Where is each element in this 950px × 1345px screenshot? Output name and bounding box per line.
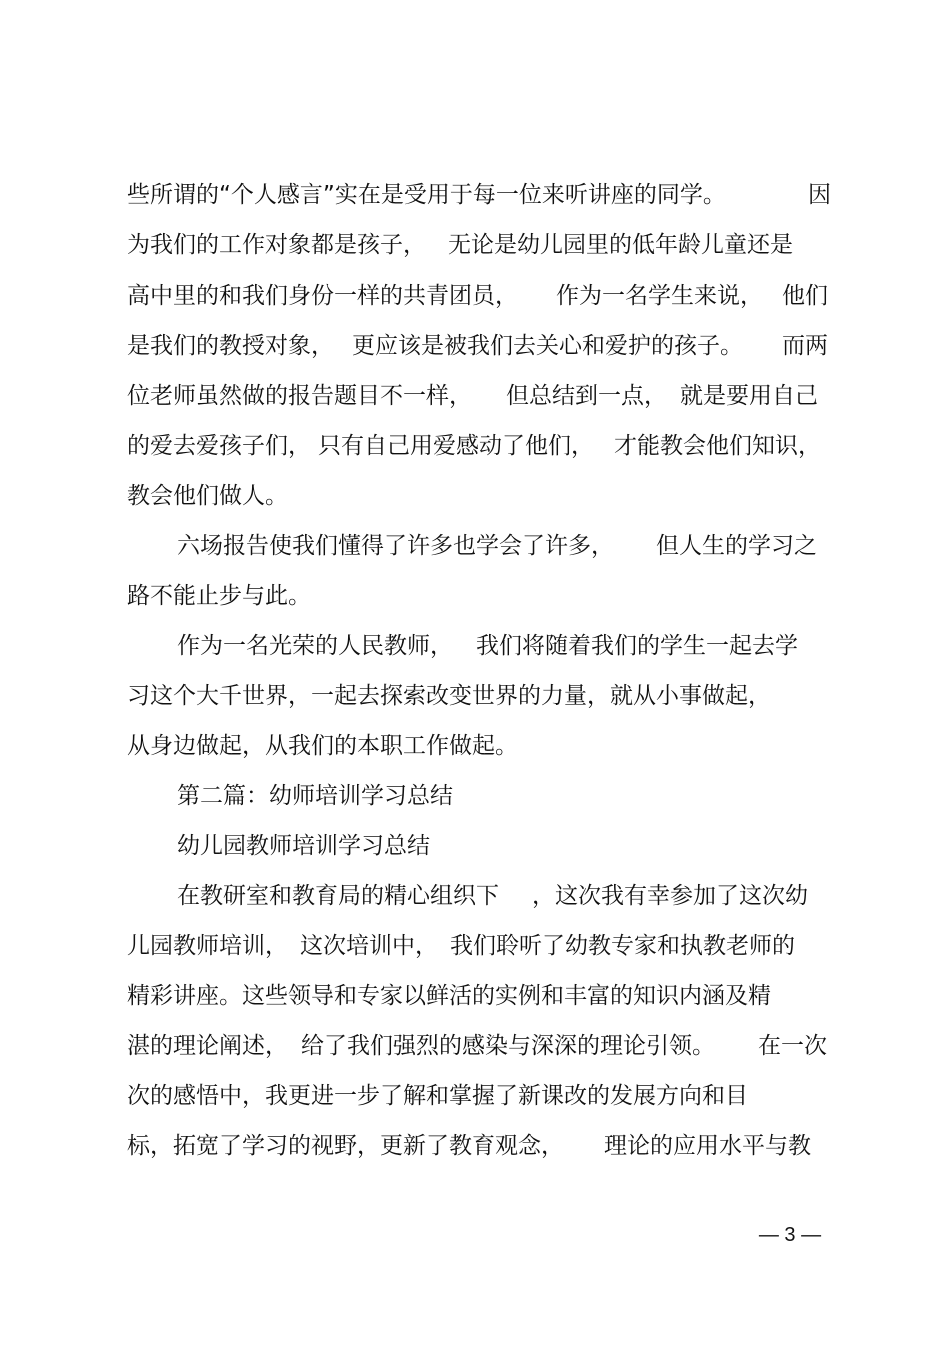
text-segment: 无论是幼儿园里的低年龄儿童还是 <box>448 232 793 258</box>
text-line <box>0 629 950 663</box>
text-line <box>0 479 950 513</box>
text-line <box>0 329 950 363</box>
text-line <box>0 679 950 713</box>
text-line <box>0 579 950 613</box>
text-segment: 路不能止步与此。 <box>127 583 311 609</box>
text-segment: 而两 <box>782 333 828 359</box>
text-line <box>0 729 950 763</box>
text-segment: 的爱去爱孩子们， <box>127 433 311 459</box>
text-segment: 才能教会他们知识， <box>614 433 821 459</box>
text-segment: 更应该是被我们去关心和爱护的孩子。 <box>352 333 743 359</box>
text-segment: 教会他们做人。 <box>127 483 288 509</box>
text-segment: 但总结到一点， <box>506 383 667 409</box>
text-line <box>0 1029 950 1063</box>
text-segment: 给了我们强烈的感染与深深的理论引领。 <box>301 1033 715 1059</box>
text-segment: 就是要用自己 <box>680 383 818 409</box>
text-segment: 在教研室和教育局的精心组织下 <box>177 883 499 909</box>
text-segment: 幼儿园教师培训学习总结 <box>177 833 430 859</box>
text-line <box>0 979 950 1013</box>
section-title <box>0 829 950 863</box>
text-segment: 这次培训中， <box>300 933 438 959</box>
text-segment: 从身边做起，从我们的本职工作做起。 <box>127 733 518 759</box>
text-segment: 些所谓的“个人感言”实在是受用于每一位来听讲座的同学。 <box>127 182 726 208</box>
text-segment: 六场报告使我们懂得了许多也学会了许多， <box>177 533 614 559</box>
text-line <box>0 429 950 463</box>
text-segment: 第二篇：幼师培训学习总结 <box>177 783 453 809</box>
text-segment: 理论的应用水平与教 <box>604 1133 811 1159</box>
text-segment: 次的感悟中，我更进一步了解和掌握了新课改的发展方向和目 <box>127 1083 748 1109</box>
text-segment: ，这次我有幸参加了这次幼 <box>532 883 808 909</box>
text-segment: 精彩讲座。这些领导和专家以鲜活的实例和丰富的知识内涵及精 <box>127 983 771 1009</box>
text-segment: 位老师虽然做的报告题目不一样， <box>127 383 472 409</box>
text-segment: 习这个大千世界，一起去探索改变世界的力量，就从小事做起， <box>127 683 771 709</box>
text-segment: 是我们的教授对象， <box>127 333 334 359</box>
text-line <box>0 279 950 313</box>
text-segment: 儿园教师培训， <box>127 933 288 959</box>
text-line <box>0 1129 950 1163</box>
text-segment: 在一次 <box>758 1033 827 1059</box>
text-segment: 标，拓宽了学习的视野，更新了教育观念， <box>127 1133 564 1159</box>
text-line <box>0 1079 950 1113</box>
text-line <box>0 529 950 563</box>
text-segment: 高中里的和我们身份一样的共青团员， <box>127 283 518 309</box>
text-segment: 只有自己用爱感动了他们， <box>318 433 594 459</box>
text-segment: 作为一名学生来说， <box>556 283 763 309</box>
text-line <box>0 929 950 963</box>
text-segment: 我们聆听了幼教专家和执教老师的 <box>450 933 795 959</box>
text-line <box>0 379 950 413</box>
text-segment: 湛的理论阐述， <box>127 1033 288 1059</box>
text-segment: 因 <box>808 182 831 208</box>
text-segment: 作为一名光荣的人民教师， <box>177 633 453 659</box>
text-segment: 但人生的学习之 <box>656 533 817 559</box>
page-number: — 3 — <box>758 1224 822 1246</box>
text-segment: 他们 <box>782 283 828 309</box>
text-segment: 我们将随着我们的学生一起去学 <box>476 633 798 659</box>
text-segment: 为我们的工作对象都是孩子， <box>127 232 426 258</box>
text-line <box>0 228 950 262</box>
text-line <box>0 879 950 913</box>
text-line <box>0 178 950 212</box>
section-heading <box>0 779 950 813</box>
